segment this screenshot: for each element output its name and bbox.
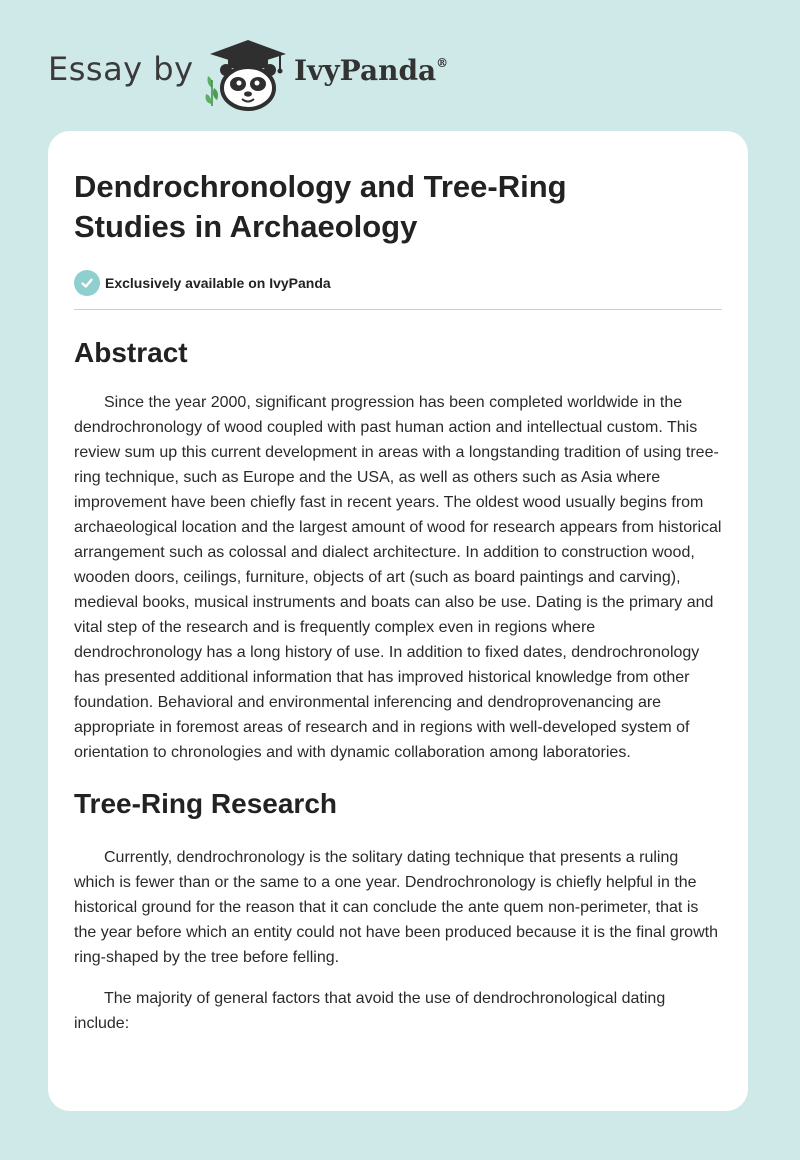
section-heading-tree-ring-research: Tree-Ring Research [74,788,337,819]
tree-ring-paragraph-2: The majority of general factors that avoid the use of dendrochronological dating include: [74,990,666,1032]
abstract-paragraph: Since the year 2000, significant progression has been completed worldwide in the dendrochronology of wood coupled with past human action and intellectual custom. This review sum up this current development in areas with a longstanding tradition of using tree-ring technique, such as Europe and the USA, as well as others such as Asia where improvement have been chiefly fast in recent years. The oldest wood usually begins from archaeological location and the largest amount of wood for research appears from historical arrangement such as colossal and dialect architecture. In addition to construction wood, wooden doors, ceilings, furniture, objects of art (such as board paintings and carving), medieval books, musical instruments and boats can also be use. Dating is the primary and vital step of the research and is frequently complex even in regions where dendrochronology has a long history of use. In addition to fixed dates, dendrochronology has presented additional information that has improved historical knowledge from other foundation. Behavioral and environmental inferencing and dendroprovenancing are appropriate in foremost areas of research and in regions with well-developed system of orientation to chronologies and with dynamic collaboration among laboratories. [74,394,722,761]
brand-text: IvyPanda [294,54,437,87]
essay-card [48,131,748,1111]
exclusive-label: Exclusively available on IvyPanda [105,275,331,291]
check-circle-icon [74,270,100,296]
brand-name[interactable] [294,54,448,87]
divider [74,309,722,310]
exclusive-badge [74,269,722,297]
section-heading-abstract: Abstract [74,337,188,368]
registered-mark: ® [436,56,449,70]
site-header [48,30,748,110]
essay-title: Dendrochronology and Tree-Ring Studies in Archaeology [74,169,567,244]
essay-by-label: Essay by [48,50,194,88]
tree-ring-paragraph-1: Currently, dendrochronology is the solitary dating technique that presents a ruling which is fewer than or the same to a one year. Dendrochronology is chiefly helpful in the historical ground for the reason that it can conclude the ante quem non-perimeter, that is the year before which an entity could not have been produced because it is the final growth ring-shaped by the tree before felling. [74,849,718,966]
panda-graduate-icon[interactable] [200,36,290,112]
